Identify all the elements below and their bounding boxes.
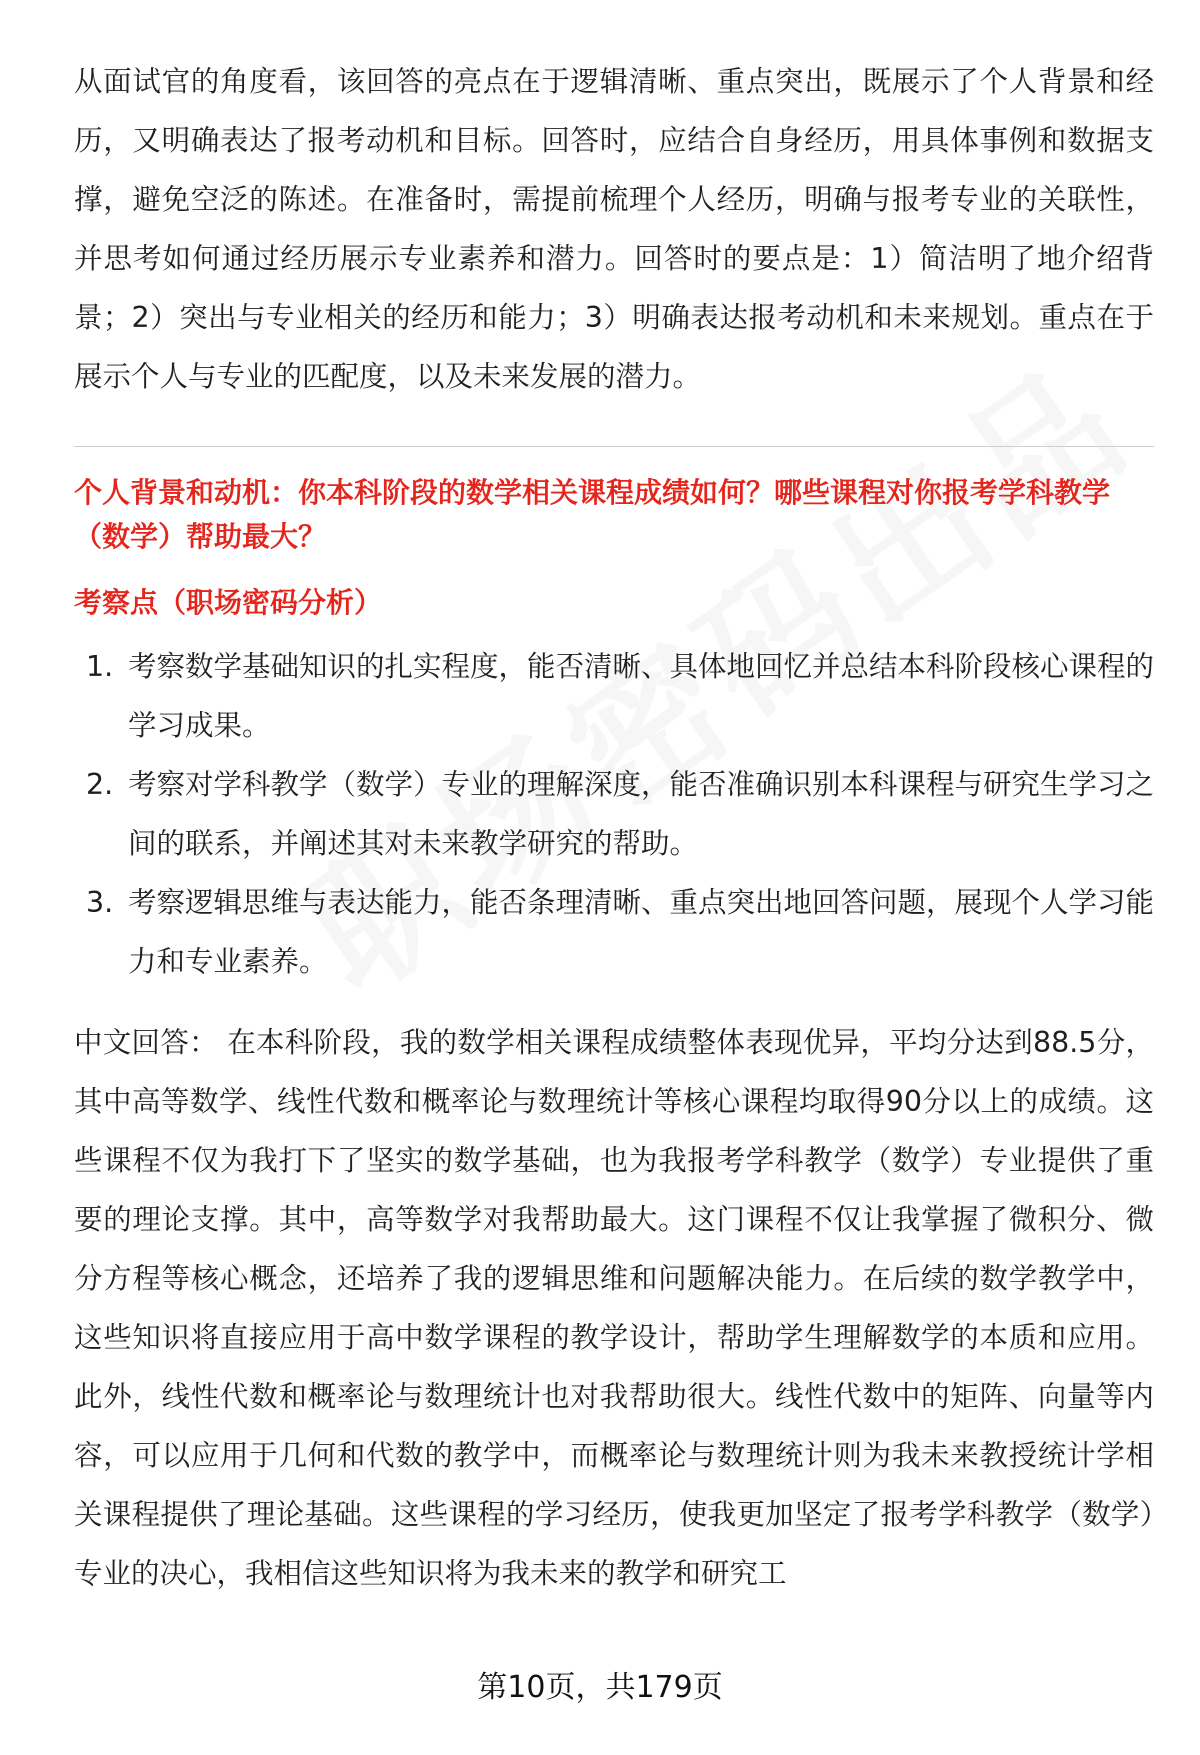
assessment-point: [74, 637, 1154, 755]
point-text: 考察对学科教学（数学）专业的理解深度，能否准确识别本科课程与研究生学习之间的联系，并阐述其对未来教学研究的帮助。: [128, 768, 1155, 860]
assessment-point: [74, 755, 1154, 873]
question-heading: 个人背景和动机：你本科阶段的数学相关课程成绩如何？哪些课程对你报考学科教学（数学）帮助最大？: [74, 476, 1111, 553]
assessment-points-list: [74, 637, 1154, 991]
point-number: 1.: [86, 650, 114, 683]
section-divider: [74, 446, 1154, 447]
intro-paragraph: 从面试官的角度看，该回答的亮点在于逻辑清晰、重点突出，既展示了个人背景和经历，又明确表达了报考动机和目标。回答时，应结合自身经历，用具体事例和数据支撑，避免空泛的陈述。在准备时，需提前梳理个人经历，明确与报考专业的关联性，并思考如何通过经历展示专业素养和潜力。回答时的要点是：1）简洁明了地介绍背景；2）突出与专业相关的经历和能力；3）明确表达报考动机和未来规划。重点在于展示个人与专业的匹配度，以及未来发展的潜力。: [74, 65, 1154, 393]
point-number: 3.: [86, 886, 114, 919]
point-number: 2.: [86, 768, 114, 801]
point-text: 考察数学基础知识的扎实程度，能否清晰、具体地回忆并总结本科阶段核心课程的学习成果。: [128, 650, 1155, 742]
assessment-point: [74, 873, 1154, 991]
answer-paragraph: 中文回答： 在本科阶段，我的数学相关课程成绩整体表现优异，平均分达到88.5分，其中高等数学、线性代数和概率论与数理统计等核心课程均取得90分以上的成绩。这些课程不仅为我打下了坚实的数学基础，也为我报考学科教学（数学）专业提供了重要的理论支撑。其中，高等数学对我帮助最大。这门课程不仅让我掌握了微积分、微分方程等核心概念，还培养了我的逻辑思维和问题解决能力。在后续的数学教学中，这些知识将直接应用于高中数学课程的教学设计，帮助学生理解数学的本质和应用。此外，线性代数和概率论与数理统计也对我帮助很大。线性代数中的矩阵、向量等内容，可以应用于几何和代数的教学中，而概率论与数理统计则为我未来教授统计学相关课程提供了理论基础。这些课程的学习经历，使我更加坚定了报考学科教学（数学）专业的决心，我相信这些知识将为我未来的教学和研究工: [74, 1026, 1154, 1590]
page-content: [74, 52, 1154, 1603]
point-text: 考察逻辑思维与表达能力，能否条理清晰、重点突出地回答问题，展现个人学习能力和专业素养。: [128, 886, 1155, 978]
assessment-heading: 考察点（职场密码分析）: [74, 586, 383, 619]
page-footer: 第10页，共179页: [477, 1670, 723, 1705]
